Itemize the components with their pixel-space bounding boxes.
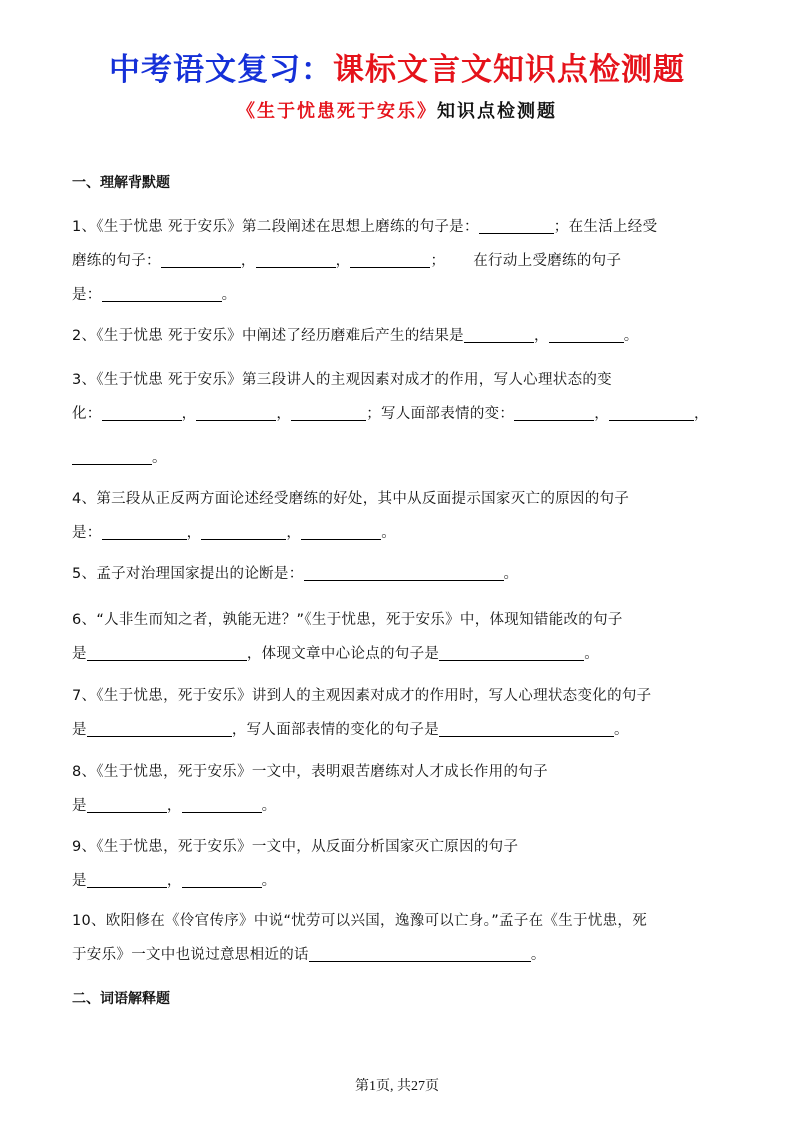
question-9: 9、《生于忧患，死于安乐》一文中，从反面分析国家灭亡原因的句子 是 ， 。 [72,839,519,889]
answer-blank[interactable] [87,642,247,661]
answer-blank[interactable] [464,324,534,343]
answer-blank[interactable] [301,521,381,540]
subtitle-part2: 知识点检测题 [437,101,557,122]
answer-blank[interactable] [479,215,554,234]
page-subtitle [0,97,794,123]
answer-blank[interactable] [87,794,167,813]
question-3: 3、《生于忧患 死于安乐》第三段讲人的主观因素对成才的作用，写人心理状态的变 化： ， ， ；写人面部表情的变： ， ， 。 [72,372,709,466]
title-part1: 中考语文复习： [109,52,333,88]
page-title [0,44,794,89]
answer-blank[interactable] [102,521,187,540]
answer-blank[interactable] [102,402,182,421]
answer-blank[interactable] [196,402,276,421]
answer-blank[interactable] [514,402,594,421]
section-heading-2: 二、词语解释题 [72,991,170,1007]
answer-blank[interactable] [309,943,531,962]
answer-blank[interactable] [102,283,222,302]
answer-blank[interactable] [256,249,336,268]
question-5: 5、孟子对治理国家提出的论断是： 。 [72,557,732,591]
question-6: 6、“人非生而知之者，孰能无进？”《生于忧患，死于安乐》中，体现知错能改的句子 是 ，体现文章中心论点的句子是 。 [72,612,623,662]
title-part2: 课标文言文知识点检测题 [333,52,685,88]
answer-blank[interactable] [72,446,152,465]
answer-blank[interactable] [549,324,624,343]
answer-blank[interactable] [350,249,430,268]
answer-blank[interactable] [291,402,366,421]
section-heading-1: 一、理解背默题 [72,175,170,191]
question-2: 2、《生于忧患 死于安乐》中阐述了经历磨难后产生的结果是 ， 。 [72,319,732,353]
question-1: 1、《生于忧患 死于安乐》第二段阐述在思想上磨练的句子是： ；在生活上经受 磨练的句子： ， ， ； 在行动上受磨练的句子 是： 。 [72,210,732,312]
page-number: 第1页, 共27页 [355,1079,439,1094]
question-7: 7、《生于忧患，死于安乐》讲到人的主观因素对成才的作用时，写人心理状态变化的句子 是 ，写人面部表情的变化的句子是 。 [72,688,652,738]
question-4: 4、第三段从正反两方面论述经受磨练的好处，其中从反面提示国家灭亡的原因的句子 是： ， ， 。 [72,491,630,541]
answer-blank[interactable] [439,642,584,661]
answer-blank[interactable] [609,402,694,421]
answer-blank[interactable] [182,794,262,813]
subtitle-part1: 《生于忧患死于安乐》 [237,101,437,122]
answer-blank[interactable] [87,718,232,737]
question-10: 10、欧阳修在《伶官传序》中说“忧劳可以兴国，逸豫可以亡身。”孟子在《生于忧患，死 于安乐》一文中也说过意思相近的话 。 [72,913,648,963]
answer-blank[interactable] [161,249,241,268]
answer-blank[interactable] [87,869,167,888]
answer-blank[interactable] [439,718,614,737]
answer-blank[interactable] [304,562,504,581]
question-8: 8、《生于忧患，死于安乐》一文中，表明艰苦磨练对人才成长作用的句子 是 ， 。 [72,764,548,814]
answer-blank[interactable] [201,521,286,540]
answer-blank[interactable] [182,869,262,888]
